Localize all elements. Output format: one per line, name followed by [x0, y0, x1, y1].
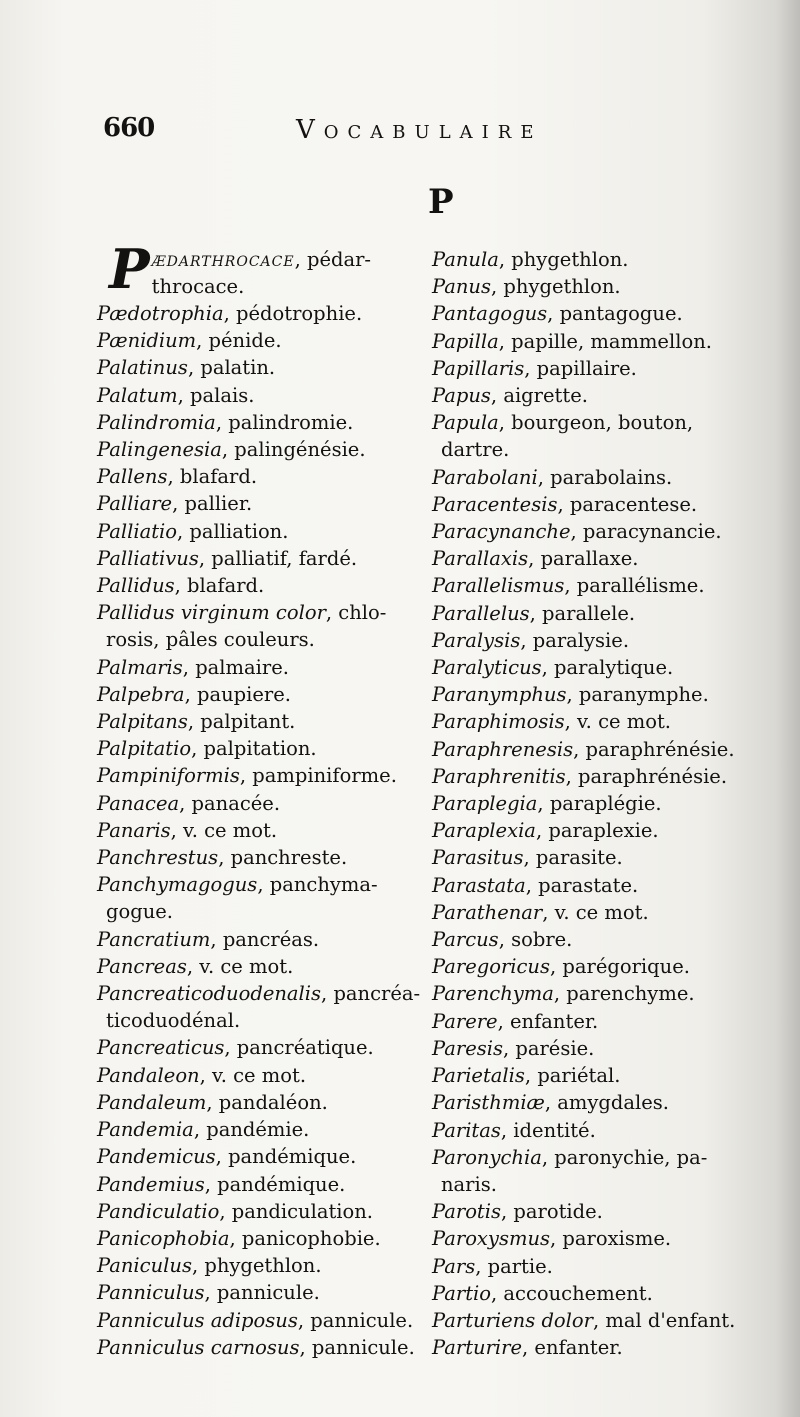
entry-term: Parenchyma [432, 982, 554, 1006]
dictionary-entry [97, 708, 422, 735]
dictionary-entry [432, 1035, 782, 1062]
dictionary-entry [97, 1307, 422, 1334]
entry-definition: , parallele. [529, 601, 636, 625]
entry-term: Parallelus [432, 601, 530, 625]
entry-definition: , palliatif, fardé. [198, 546, 358, 570]
entry-definition: , pallier. [172, 492, 253, 516]
dictionary-entry [97, 599, 422, 653]
entry-continuation: ticoduodénal. [106, 1009, 241, 1033]
dictionary-entry [97, 654, 422, 681]
entry-term: Palmaris [97, 655, 183, 679]
entry-term: Paristhmiæ [432, 1091, 545, 1115]
entry-term: Pancreaticoduodenalis [97, 982, 322, 1006]
entry-term: Pancreaticus [97, 1036, 225, 1060]
entry-term: Pænidium [97, 329, 197, 353]
entry-term: Panacea [97, 791, 180, 815]
entry-term: Pandaleum [97, 1090, 207, 1114]
running-head: Vocabulaire [296, 115, 543, 145]
entry-term: Paresis [432, 1036, 503, 1060]
entry-definition: , amygdales. [544, 1091, 669, 1115]
section-letter: P [428, 182, 454, 222]
entry-definition: , sobre. [498, 928, 573, 952]
entry-term: Pandemia [97, 1118, 194, 1142]
entry-term: Paraphimosis [432, 710, 565, 734]
dictionary-entry [432, 1062, 782, 1089]
entry-definition: , palindromie. [215, 410, 354, 434]
dictionary-entry [432, 572, 782, 599]
entry-definition: , palatin. [187, 356, 276, 380]
dictionary-entry [432, 1089, 782, 1116]
entry-term: Paracentesis [432, 492, 558, 516]
dictionary-entry [97, 518, 422, 545]
entry-term: Palliativus [97, 546, 199, 570]
dictionary-entry [432, 1198, 782, 1225]
entry-definition: , paranymphe. [566, 683, 709, 707]
entry-definition: , pancréa- [321, 982, 421, 1006]
dictionary-entry [432, 844, 782, 871]
entry-definition: , pandiculation. [219, 1199, 374, 1223]
entry-term: Pandemius [97, 1172, 205, 1196]
dictionary-entry [97, 1334, 422, 1361]
dictionary-entry [97, 790, 422, 817]
dictionary-entry [432, 273, 782, 300]
entry-term: Parasitus [432, 846, 524, 870]
entry-definition: , panacée. [179, 791, 281, 815]
entry-term: Palatinus [97, 356, 188, 380]
entry-term: Panus [432, 275, 491, 299]
dictionary-entry [97, 953, 422, 980]
dictionary-entry [97, 237, 422, 301]
entry-term: Pantagogus [432, 302, 548, 326]
entry-definition: , parasite. [523, 846, 623, 870]
entry-definition: , pédotrophie. [223, 302, 363, 325]
entry-definition: , paraphrénésie. [565, 764, 728, 788]
entry-definition: , palpitation. [191, 737, 317, 761]
entry-term: Papus [432, 384, 491, 408]
entry-term: Palindromia [97, 410, 216, 434]
dictionary-entry [432, 1280, 782, 1307]
entry-term: Panniculus adiposus [97, 1308, 298, 1332]
entry-term: Parabolani [432, 465, 538, 489]
entry-definition: , blafard. [174, 574, 265, 598]
dictionary-entry [432, 1307, 782, 1334]
entry-definition: , aigrette. [490, 384, 588, 408]
dictionary-entry [97, 1252, 422, 1279]
dictionary-entry [432, 328, 782, 355]
entry-definition: , panchreste. [218, 846, 348, 870]
dictionary-entry [97, 980, 422, 1034]
entry-definition: , parenchyme. [553, 982, 695, 1006]
entry-definition: , v. ce mot. [186, 954, 294, 978]
dictionary-entry [97, 1089, 422, 1116]
entry-term: Paroxysmus [432, 1227, 551, 1251]
dictionary-entry [97, 1034, 422, 1061]
dictionary-entry [97, 735, 422, 762]
dictionary-entry [432, 627, 782, 654]
entry-definition: , parabolains. [537, 465, 673, 489]
entry-term: Pancreas [97, 954, 187, 978]
entry-definition: , parotide. [501, 1200, 603, 1224]
entry-term: Palliatio [97, 519, 178, 543]
entry-continuation: gogue. [106, 900, 174, 924]
entry-term: Parere [432, 1009, 498, 1033]
entry-term: Paronychia [432, 1145, 542, 1169]
dictionary-entry [432, 872, 782, 899]
entry-definition: , panchyma- [257, 873, 378, 897]
dictionary-entry [97, 463, 422, 490]
entry-definition: , pannicule. [204, 1281, 320, 1305]
dictionary-entry [432, 708, 782, 735]
entry-term: Papilla [432, 329, 499, 353]
entry-definition: , palmaire. [182, 655, 289, 679]
entry-term: Panula [432, 248, 499, 271]
entry-term: Panniculus [97, 1281, 205, 1305]
entry-term: Paraphrenesis [432, 737, 574, 761]
entry-term: Pædotrophia [97, 302, 224, 325]
entry-definition: , enfanter. [522, 1336, 623, 1360]
dictionary-entry [432, 409, 782, 463]
entry-term: Pampiniformis [97, 764, 240, 788]
entry-term: Panaris [97, 818, 171, 842]
entry-definition: , parégorique. [550, 955, 690, 979]
entry-definition: , parésie. [502, 1036, 595, 1060]
entry-definition: , phygethlon. [491, 275, 621, 299]
entry-definition: , pandémique. [215, 1145, 357, 1169]
entry-definition: , paronychie, pa- [541, 1145, 708, 1169]
dictionary-entry [97, 871, 422, 925]
entry-term: Panniculus carnosus [97, 1335, 300, 1359]
entry-term: Parallelismus [432, 574, 565, 598]
dictionary-entry [432, 1253, 782, 1280]
entry-continuation: naris. [441, 1172, 497, 1196]
dictionary-entry [432, 355, 782, 382]
entry-term: Parotis [432, 1200, 502, 1224]
entry-definition: , palpitant. [187, 710, 296, 734]
entry-definition: , v. ce mot. [199, 1063, 307, 1087]
dictionary-entry [432, 600, 782, 627]
entry-definition: , papillaire. [524, 356, 637, 380]
dictionary-entry [97, 1171, 422, 1198]
page-number: 660 [103, 113, 155, 143]
entry-term: Paniculus [97, 1254, 192, 1278]
entry-definition: , phygethlon. [498, 248, 629, 271]
drop-cap: P [109, 237, 150, 301]
entry-definition: , paroxisme. [550, 1227, 672, 1251]
entry-term: Pars [432, 1254, 476, 1278]
entry-definition: , accouchement. [491, 1281, 653, 1305]
entry-term: Palpebra [97, 682, 185, 706]
entry-term: Pandaleon [97, 1063, 200, 1087]
entry-continuation: dartre. [441, 438, 510, 462]
entry-definition: , paralysie. [520, 628, 630, 652]
dictionary-entry [432, 1334, 782, 1361]
dictionary-entry [432, 464, 782, 491]
dictionary-entry [97, 572, 422, 599]
dictionary-entry [97, 409, 422, 436]
entry-term: Paralyticus [432, 656, 542, 680]
entry-definition: , pandaléon. [206, 1090, 328, 1114]
entry-term: Paraplexia [432, 819, 536, 843]
entry-definition: , palais. [177, 383, 255, 407]
entry-definition: , parallaxe. [528, 547, 639, 571]
entry-definition: , parastate. [525, 873, 639, 897]
entry-term: Paregoricus [432, 955, 550, 979]
dictionary-entry [432, 736, 782, 763]
dictionary-entry [432, 545, 782, 572]
entry-term: Paranymphus [432, 683, 567, 707]
entry-term: Paritas [432, 1118, 501, 1142]
entry-definition: , parallélisme. [564, 574, 705, 598]
entry-term: Parastata [432, 873, 526, 897]
entry-term: Pandemicus [97, 1145, 216, 1169]
entry-term: Partio [432, 1281, 492, 1305]
entry-term: Paracynanche [432, 520, 571, 544]
dictionary-entry [97, 490, 422, 517]
dictionary-entry [432, 491, 782, 518]
entry-term: Parathenar [432, 900, 543, 924]
dictionary-entry [432, 817, 782, 844]
entry-definition: , pariétal. [524, 1064, 621, 1088]
dictionary-entry [97, 1116, 422, 1143]
entry-definition: , partie. [475, 1254, 553, 1278]
dictionary-entry [97, 762, 422, 789]
dictionary-entry [97, 1225, 422, 1252]
entry-definition: , pannicule. [299, 1335, 415, 1359]
dictionary-entry [432, 980, 782, 1007]
dictionary-entry [432, 926, 782, 953]
entry-term: Paraplegia [432, 792, 538, 816]
entry-term: Palatum [97, 383, 178, 407]
dictionary-entry [432, 246, 782, 273]
dictionary-entry [97, 1143, 422, 1170]
dictionary-entry [432, 1225, 782, 1252]
entry-term: Parturire [432, 1336, 523, 1360]
entry-definition: , pandémique. [204, 1172, 346, 1196]
entry-continuation: rosis, pâles couleurs. [106, 628, 315, 652]
entry-definition: , chlo- [325, 601, 387, 625]
entry-definition: , panicophobie. [229, 1226, 381, 1250]
entry-term: Papula [432, 411, 499, 435]
dictionary-entry [432, 654, 782, 681]
entry-definition: , pénide. [196, 329, 282, 353]
entry-term: Paralysis [432, 628, 521, 652]
entry-definition: , paracentese. [557, 492, 698, 516]
dictionary-entry [432, 899, 782, 926]
dictionary-entry [97, 1062, 422, 1089]
entry-definition: , enfanter. [497, 1009, 599, 1033]
dictionary-entry [97, 327, 422, 354]
dictionary-entry [432, 1008, 782, 1035]
entry-definition: , phygethlon. [191, 1254, 322, 1278]
dictionary-entry [432, 1117, 782, 1144]
entry-definition: , paraplégie. [537, 792, 662, 816]
dictionary-entry [97, 300, 422, 327]
entry-term: Panchrestus [97, 846, 219, 870]
dictionary-entry [432, 953, 782, 980]
dictionary-entry [432, 790, 782, 817]
entry-definition: , paraplexie. [535, 819, 659, 843]
entry-definition: , pampiniforme. [239, 764, 397, 788]
entry-term: Parallaxis [432, 547, 529, 571]
entry-definition: , blafard. [167, 465, 258, 489]
entry-term: Pallidus virginum color [97, 601, 326, 625]
entry-term: Papillaris [432, 356, 525, 380]
entry-term: Parcus [432, 928, 499, 952]
entry-term: Paraphrenitis [432, 764, 566, 788]
entry-term: ædarthrocace [151, 248, 295, 271]
entry-definition: , palliation. [177, 519, 289, 543]
dictionary-entry [97, 436, 422, 463]
entry-term: Pallidus [97, 574, 175, 598]
left-column [97, 237, 422, 1361]
entry-definition: , v. ce mot. [564, 710, 671, 734]
entry-definition: , v. ce mot. [542, 900, 649, 924]
entry-definition: , identité. [500, 1118, 596, 1142]
dictionary-entry [97, 817, 422, 844]
dictionary-entry [97, 1279, 422, 1306]
entry-definition: , paracynancie. [570, 520, 722, 544]
entry-definition: , papille, mammellon. [498, 329, 712, 353]
entry-definition: , pantagogue. [547, 302, 683, 326]
dictionary-entry [97, 545, 422, 572]
entry-definition: , v. ce mot. [170, 818, 278, 842]
entry-term: Palpitans [97, 710, 188, 734]
dictionary-entry [97, 382, 422, 409]
entry-definition: , pannicule. [297, 1308, 414, 1332]
entry-term: Parietalis [432, 1064, 525, 1088]
dictionary-entry [432, 300, 782, 327]
entry-term: Parturiens dolor [432, 1308, 593, 1332]
entry-definition: , palingénésie. [221, 438, 366, 462]
entry-term: Panchymagogus [97, 873, 258, 897]
entry-definition: , mal d'enfant. [592, 1308, 736, 1332]
dictionary-entry [432, 382, 782, 409]
entry-definition: , paraphrénésie. [573, 737, 735, 761]
entry-definition: , pédar- [294, 248, 372, 271]
right-column [432, 246, 782, 1361]
dictionary-entry [432, 518, 782, 545]
dictionary-entry [97, 354, 422, 381]
dictionary-entry [432, 763, 782, 790]
entry-term: Pallens [97, 465, 168, 489]
dictionary-entry [97, 681, 422, 708]
entry-term: Palingenesia [97, 438, 222, 462]
entry-definition: , bourgeon, bouton, [498, 411, 694, 435]
entry-term: Palpitatio [97, 737, 192, 761]
entry-definition: , pandémie. [193, 1118, 310, 1142]
entry-term: Panicophobia [97, 1226, 230, 1250]
entry-continuation: throcace. [151, 275, 245, 299]
dictionary-entry [432, 1144, 782, 1198]
dictionary-entry [432, 681, 782, 708]
entry-term: Pandiculatio [97, 1199, 220, 1223]
entry-term: Pancratium [97, 927, 211, 951]
dictionary-entry [97, 1198, 422, 1225]
entry-term: Palliare [97, 492, 173, 516]
entry-definition: , paupiere. [184, 682, 291, 706]
entry-definition: , pancréas. [210, 927, 320, 951]
dictionary-entry [97, 844, 422, 871]
entry-definition: , paralytique. [541, 656, 674, 680]
dictionary-entry [97, 926, 422, 953]
entry-definition: , pancréatique. [224, 1036, 374, 1060]
